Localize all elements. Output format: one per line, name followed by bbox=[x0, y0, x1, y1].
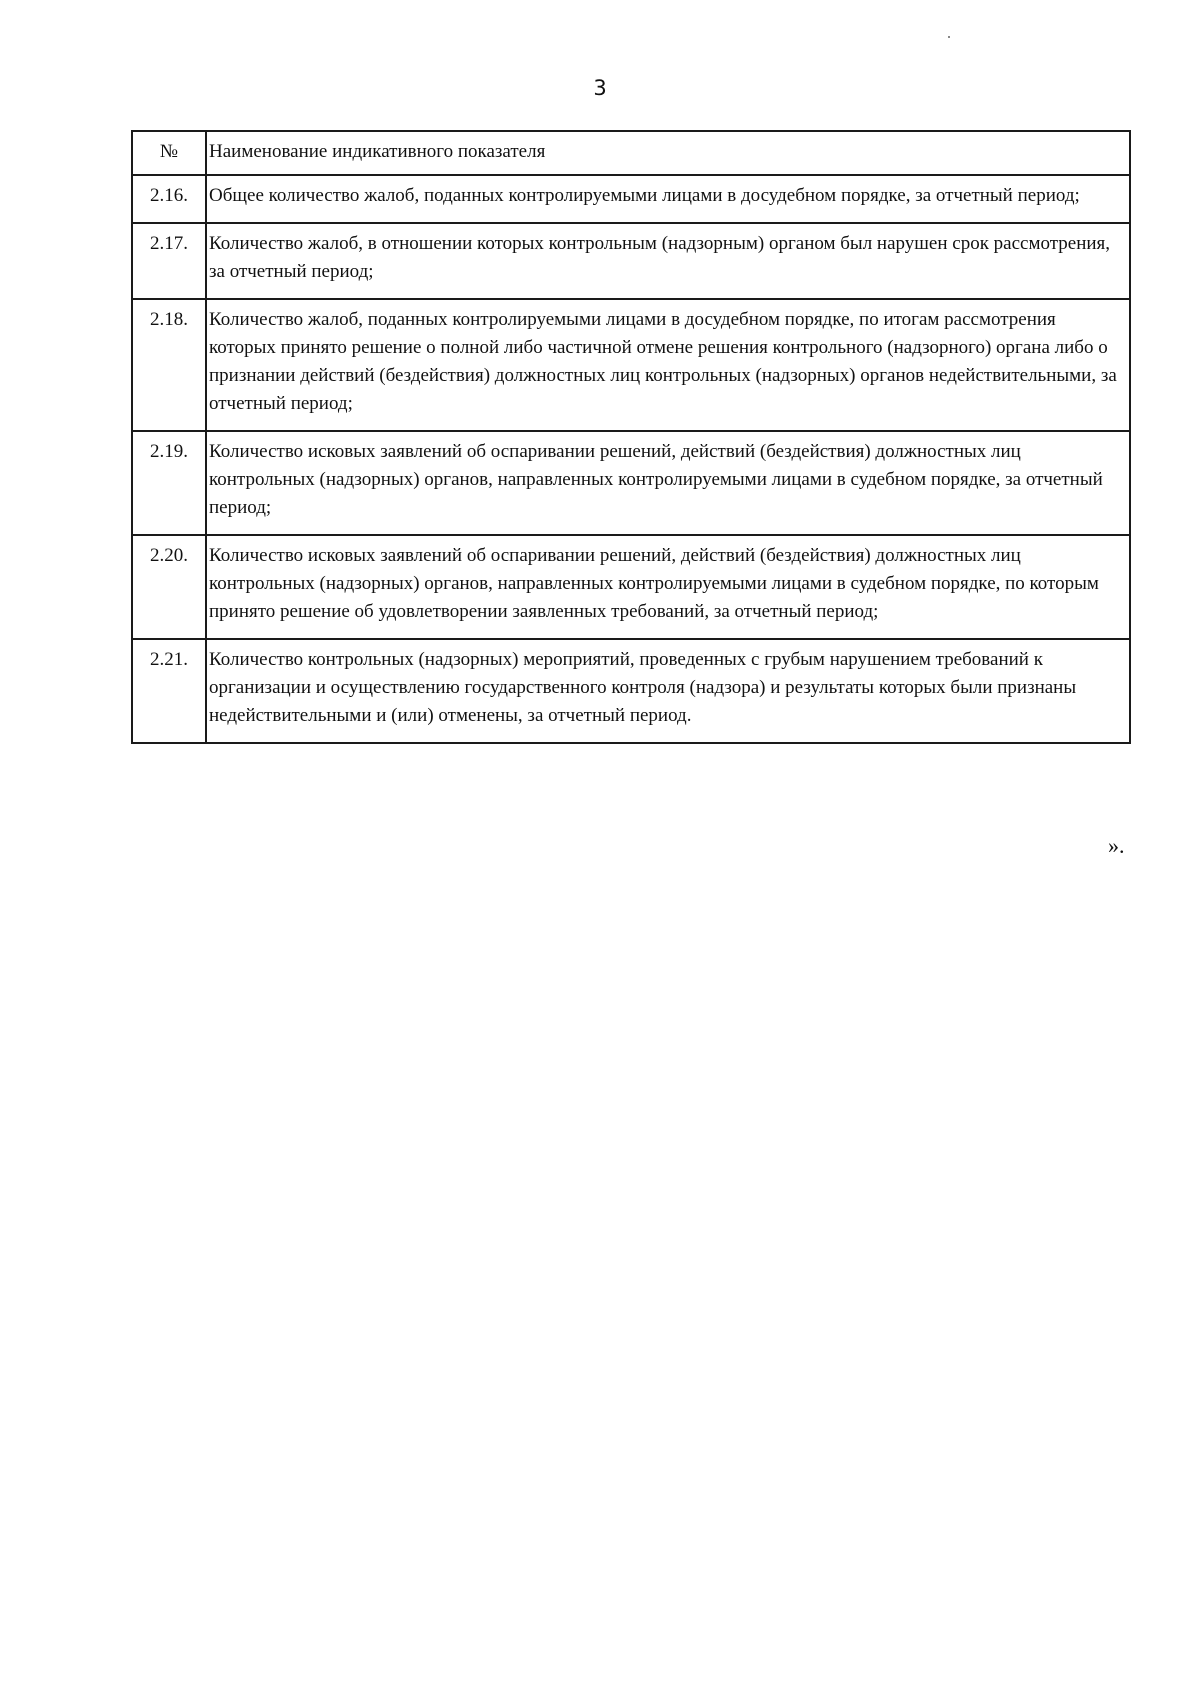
row-number: 2.17. bbox=[132, 223, 206, 299]
row-number: 2.21. bbox=[132, 639, 206, 743]
row-indicator-text: Количество контрольных (надзорных) мероприятий, проведенных с грубым нарушением требований к организации и осуществлению государственного контроля (надзора) и результаты которых были признаны недействительными и (или) отменены, за отчетный период. bbox=[206, 639, 1130, 743]
table-header-row bbox=[132, 131, 1130, 175]
table-row bbox=[132, 223, 1130, 299]
closing-quote-mark: ». bbox=[1108, 833, 1125, 858]
row-number: 2.20. bbox=[132, 535, 206, 639]
header-number: № bbox=[132, 131, 206, 175]
row-number: 2.16. bbox=[132, 175, 206, 223]
table-row bbox=[132, 639, 1130, 743]
indicator-table bbox=[131, 130, 1131, 744]
table-row bbox=[132, 431, 1130, 535]
row-indicator-text: Общее количество жалоб, поданных контролируемыми лицами в досудебном порядке, за отчетный период; bbox=[206, 175, 1130, 223]
row-number: 2.18. bbox=[132, 299, 206, 431]
header-indicator-name: Наименование индикативного показателя bbox=[206, 131, 1130, 175]
table-row bbox=[132, 535, 1130, 639]
table-row bbox=[132, 299, 1130, 431]
row-number: 2.19. bbox=[132, 431, 206, 535]
row-indicator-text: Количество жалоб, в отношении которых контрольным (надзорным) органом был нарушен срок рассмотрения, за отчетный период; bbox=[206, 223, 1130, 299]
row-indicator-text: Количество исковых заявлений об оспаривании решений, действий (бездействия) должностных лиц контрольных (надзорных) органов, направленных контролируемыми лицами в судебном порядке, за отчетный период; bbox=[206, 431, 1130, 535]
row-indicator-text: Количество исковых заявлений об оспаривании решений, действий (бездействия) должностных лиц контрольных (надзорных) органов, направленных контролируемыми лицами в судебном порядке, по которым принято решение об удовлетворении заявленных требований, за отчетный период; bbox=[206, 535, 1130, 639]
row-indicator-text: Количество жалоб, поданных контролируемыми лицами в досудебном порядке, по итогам рассмотрения которых принято решение о полной либо частичной отмене решения контрольного (надзорного) органа либо о признании действий (бездействия) должностных лиц контрольных (надзорных) органов недействительными, за отчетный период; bbox=[206, 299, 1130, 431]
page-number: 3 bbox=[593, 76, 607, 100]
table-row bbox=[132, 175, 1130, 223]
scan-artifact-dot bbox=[948, 36, 950, 38]
